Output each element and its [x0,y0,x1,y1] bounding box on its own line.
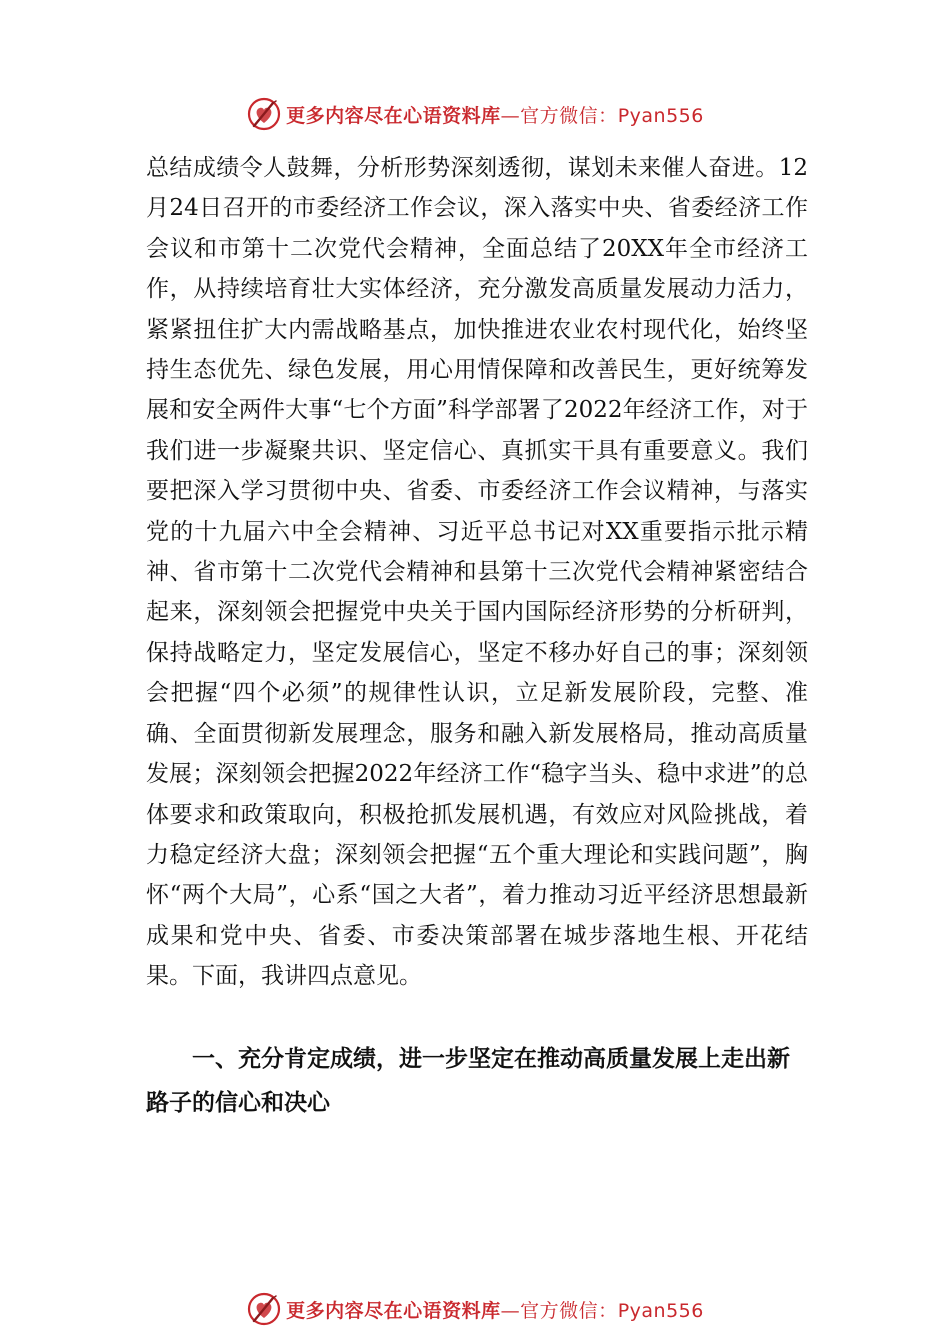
quill-heart-logo-icon [246,1291,282,1327]
footer-banner-text [286,1296,704,1323]
banner-dash: — [500,104,521,127]
document-body [146,148,808,997]
header-banner [0,94,950,134]
banner-official-label: 官方微信： [520,104,618,127]
banner-brand: 更多内容尽在心语资料库 [286,104,501,127]
banner-dash: — [500,1299,521,1322]
quill-heart-logo-icon [246,96,282,132]
body-paragraph: 总结成绩令人鼓舞，分析形势深刻透彻，谋划未来催人奋进。12月24日召开的市委经济工作会议，深入落实中央、省委经济工作会议和市第十二次党代会精神，全面总结了20XX年全市经济工作，从持续培育壮大实体经济，充分激发高质量发展动力活力，紧紧扭住扩大内需战略基点，加快推进农业农村现代化，始终坚持生态优先、绿色发展，用心用情保障和改善民生，更好统筹发展和安全两件大事“七个方面”科学部署了2022年经济工作，对于我们进一步凝聚共识、坚定信心、真抓实干具有重要意义。我们要把深入学习贯彻中央、省委、市委经济工作会议精神，与落实党的十九届六中全会精神、习近平总书记对XX重要指示批示精神、省市第十二次党代会精神和县第十三次党代会精神紧密结合起来，深刻领会把握党中央关于国内国际经济形势的分析研判，保持战略定力，坚定发展信心，坚定不移办好自己的事；深刻领会把握“四个必须”的规律性认识，立足新发展阶段，完整、准确、全面贯彻新发展理念，服务和融入新发展格局，推动高质量发展；深刻领会把握2022年经济工作“稳字当头、稳中求进”的总体要求和政策取向，积极抢抓发展机遇，有效应对风险挑战，着力稳定经济大盘；深刻领会把握“五个重大理论和实践问题”，胸怀“两个大局”，心系“国之大者”，着力推动习近平经济思想最新成果和党中央、省委、市委决策部署在城步落地生根、开花结果。下面，我讲四点意见。 [146,155,808,990]
footer-banner [0,1289,950,1329]
banner-wechat-handle: Pyan556 [617,1299,704,1322]
banner-official-label: 官方微信： [520,1299,618,1322]
header-banner-text [286,101,704,128]
banner-brand: 更多内容尽在心语资料库 [286,1299,501,1322]
section-heading: 一、充分肯定成绩，进一步坚定在推动高质量发展上走出新路子的信心和决心 [146,1046,790,1116]
banner-wechat-handle: Pyan556 [617,104,704,127]
